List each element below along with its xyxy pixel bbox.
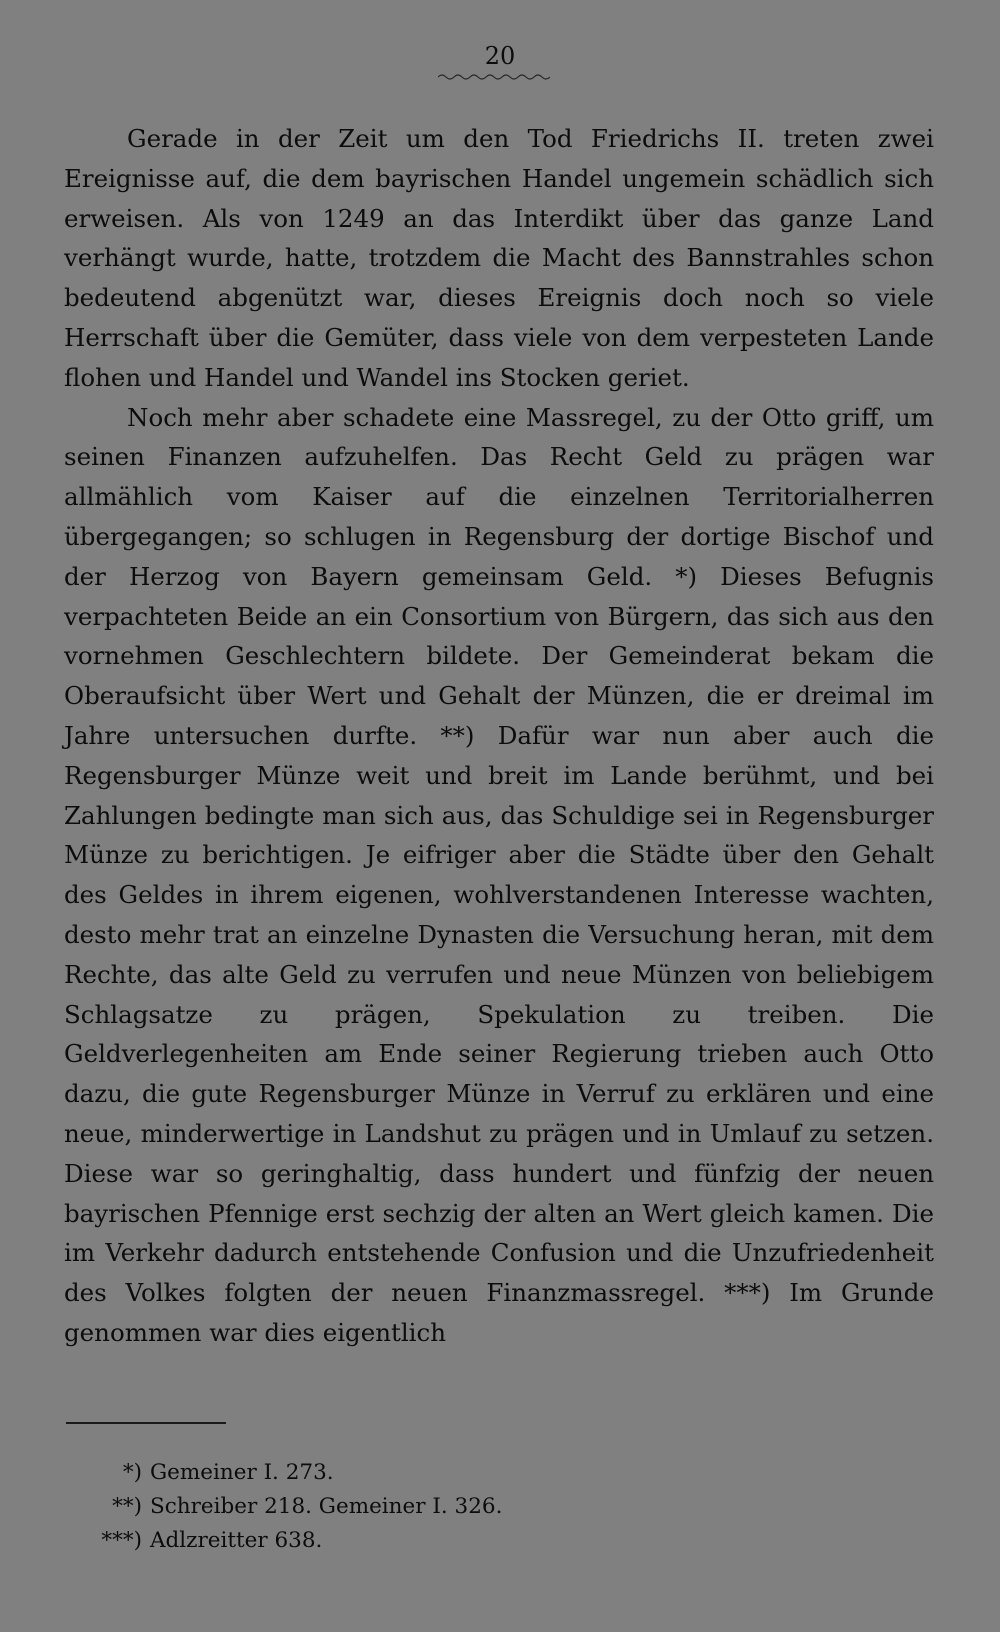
footnote-2 (66, 1490, 666, 1524)
footnote-text: Adlzreitter 638. (150, 1528, 323, 1553)
decorative-wavy-rule (438, 72, 550, 82)
footnotes (66, 1456, 666, 1558)
footnote-text: Schreiber 218. Gemeiner I. 326. (150, 1494, 503, 1519)
footnote-mark: **) (112, 1494, 142, 1519)
footnote-mark: ***) (101, 1528, 142, 1553)
page-number: 20 (484, 42, 516, 70)
footnote-3 (66, 1524, 666, 1558)
body-text (64, 119, 934, 1353)
footnote-mark: *) (122, 1460, 142, 1485)
footnote-1 (66, 1456, 666, 1490)
paragraph-1: Gerade in der Zeit um den Tod Friedrichs II. treten zwei Ereignisse auf, die dem bayrischen Handel ungemein schädlich sich erweisen. Als von 1249 an das Interdikt über das ganze Land verhängt wurde, hatte, trotzdem die Macht des Bannstrahles schon bedeutend abgenützt war, dieses Ereignis doch noch so viele Herrschaft über die Gemüter, dass viele von dem verpesteten Lande flohen und Handel und Wandel ins Stocken geriet. (64, 124, 934, 392)
footnote-text: Gemeiner I. 273. (150, 1460, 334, 1485)
footnote-divider (66, 1422, 226, 1424)
paragraph-2: Noch mehr aber schadete eine Massregel, zu der Otto griff, um seinen Finanzen aufzuhelfen. Das Recht Geld zu prägen war allmählich vom Kaiser auf die einzelnen Territorialherren übergegangen; so schlugen in Regensburg der dortige Bischof und der Herzog von Bayern gemeinsam Geld. *) Dieses Befugnis verpachteten Beide an ein Consortium von Bürgern, das sich aus den vornehmen Geschlechtern bildete. Der Gemeinderat bekam die Oberaufsicht über Wert und Gehalt der Münzen, die er dreimal im Jahre untersuchen durfte. **) Dafür war nun aber auch die Regensburger Münze weit und breit im Lande berühmt, und bei Zahlungen bedingte man sich aus, das Schuldige sei in Regensburger Münze zu berichtigen. Je eifriger aber die Städte über den Gehalt des Geldes in ihrem eigenen, wohlverstandenen Interesse wachten, desto mehr trat an einzelne Dynasten die Versuchung heran, mit dem Rechte, das alte Geld zu verrufen und neue Münzen von beliebigem Schlagsatze zu prägen, Spekulation zu treiben. Die Geldverlegenheiten am Ende seiner Regierung trieben auch Otto dazu, die gute Regensburger Münze in Verruf zu erklären und eine neue, minderwertige in Landshut zu prägen und in Umlauf zu setzen. Diese war so geringhaltig, dass hundert und fünfzig der neuen bayrischen Pfennige erst sechzig der alten an Wert gleich kamen. Die im Verkehr dadurch entstehende Confusion und die Unzufriedenheit des Volkes folgten der neuen Finanzmassregel. ***) Im Grunde genommen war dies eigentlich (64, 402, 934, 1347)
